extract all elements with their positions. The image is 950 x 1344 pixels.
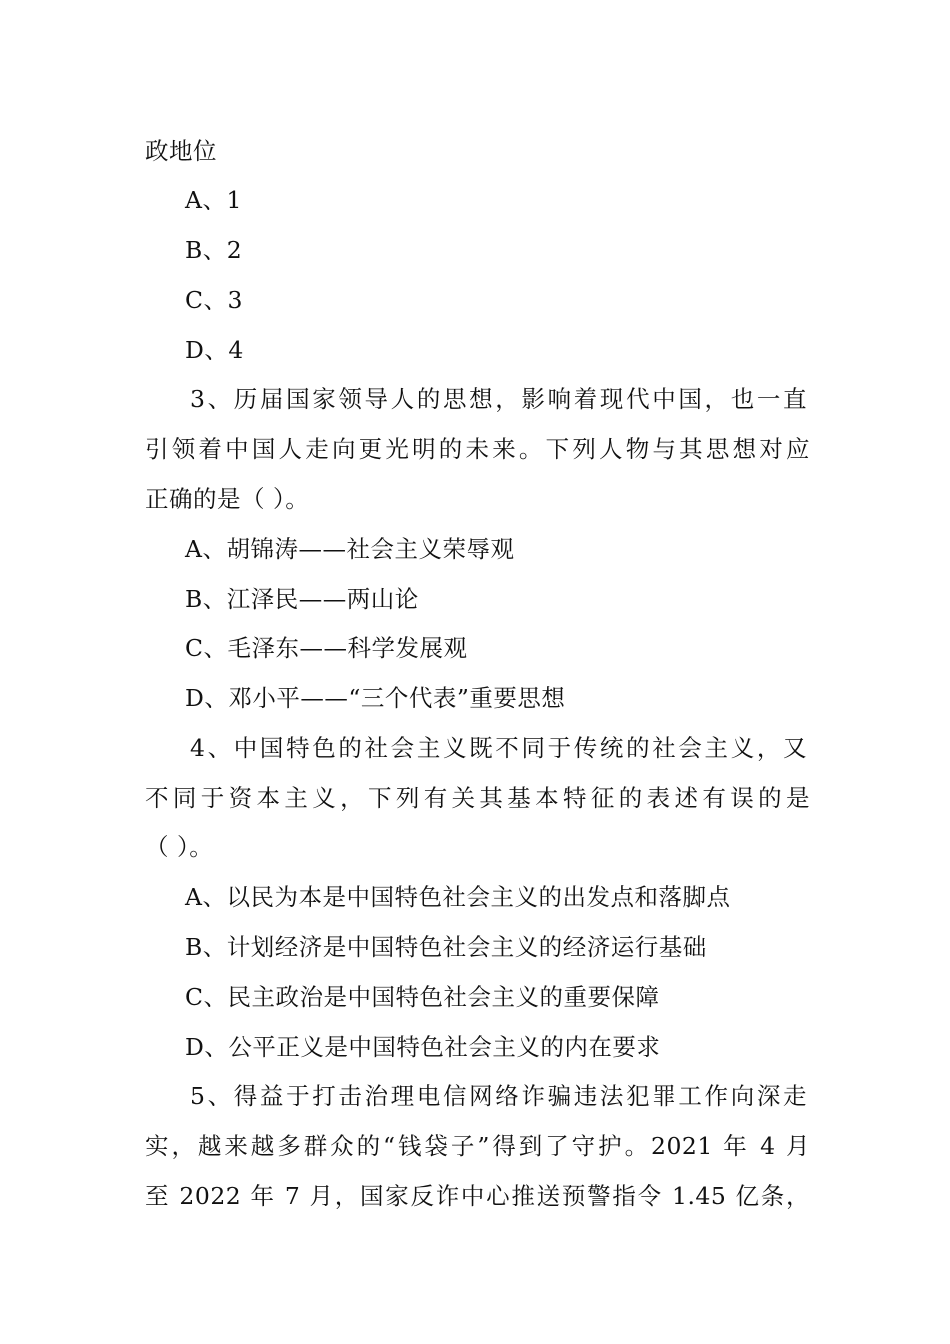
q4-option-b: B、计划经济是中国特色社会主义的经济运行基础: [185, 933, 707, 961]
q3-option-d: D、邓小平——“三个代表”重要思想: [185, 684, 566, 712]
q3-stem-line-3: 正确的是（ ）。: [145, 485, 310, 513]
q5-stem-line-1: 5、得益于打击治理电信网络诈骗违法犯罪工作向深走: [190, 1082, 807, 1110]
q3-option-a: A、胡锦涛——社会主义荣辱观: [185, 535, 515, 563]
q2-option-b: B、2: [185, 236, 243, 264]
q4-option-d: D、公平正义是中国特色社会主义的内在要求: [185, 1033, 661, 1061]
q5-stem-line-3: 至 2022 年 7 月，国家反诈中心推送预警指令 1.45 亿条，: [145, 1182, 810, 1210]
q2-option-c: C、3: [185, 286, 243, 314]
q3-option-c: C、毛泽东——科学发展观: [185, 634, 468, 662]
q2-option-a: A、1: [185, 186, 242, 214]
q4-option-a: A、以民为本是中国特色社会主义的出发点和落脚点: [185, 883, 731, 911]
q3-stem-line-2: 引领着中国人走向更光明的未来。下列人物与其思想对应: [145, 435, 810, 463]
q2-option-d: D、4: [185, 336, 244, 364]
q5-stem-line-2: 实，越来越多群众的“钱袋子”得到了守护。2021 年 4 月: [145, 1132, 810, 1160]
q3-option-b: B、江泽民——两山论: [185, 585, 419, 613]
q4-stem-line-3: （ ）。: [145, 833, 214, 861]
q4-stem-line-1: 4、中国特色的社会主义既不同于传统的社会主义，又: [190, 734, 807, 762]
q4-stem-line-2: 不同于资本主义，下列有关其基本特征的表述有误的是: [145, 784, 810, 812]
q3-stem-line-1: 3、历届国家领导人的思想，影响着现代中国，也一直: [190, 385, 807, 413]
continuation-text: 政地位: [145, 137, 217, 165]
q4-option-c: C、民主政治是中国特色社会主义的重要保障: [185, 983, 660, 1011]
